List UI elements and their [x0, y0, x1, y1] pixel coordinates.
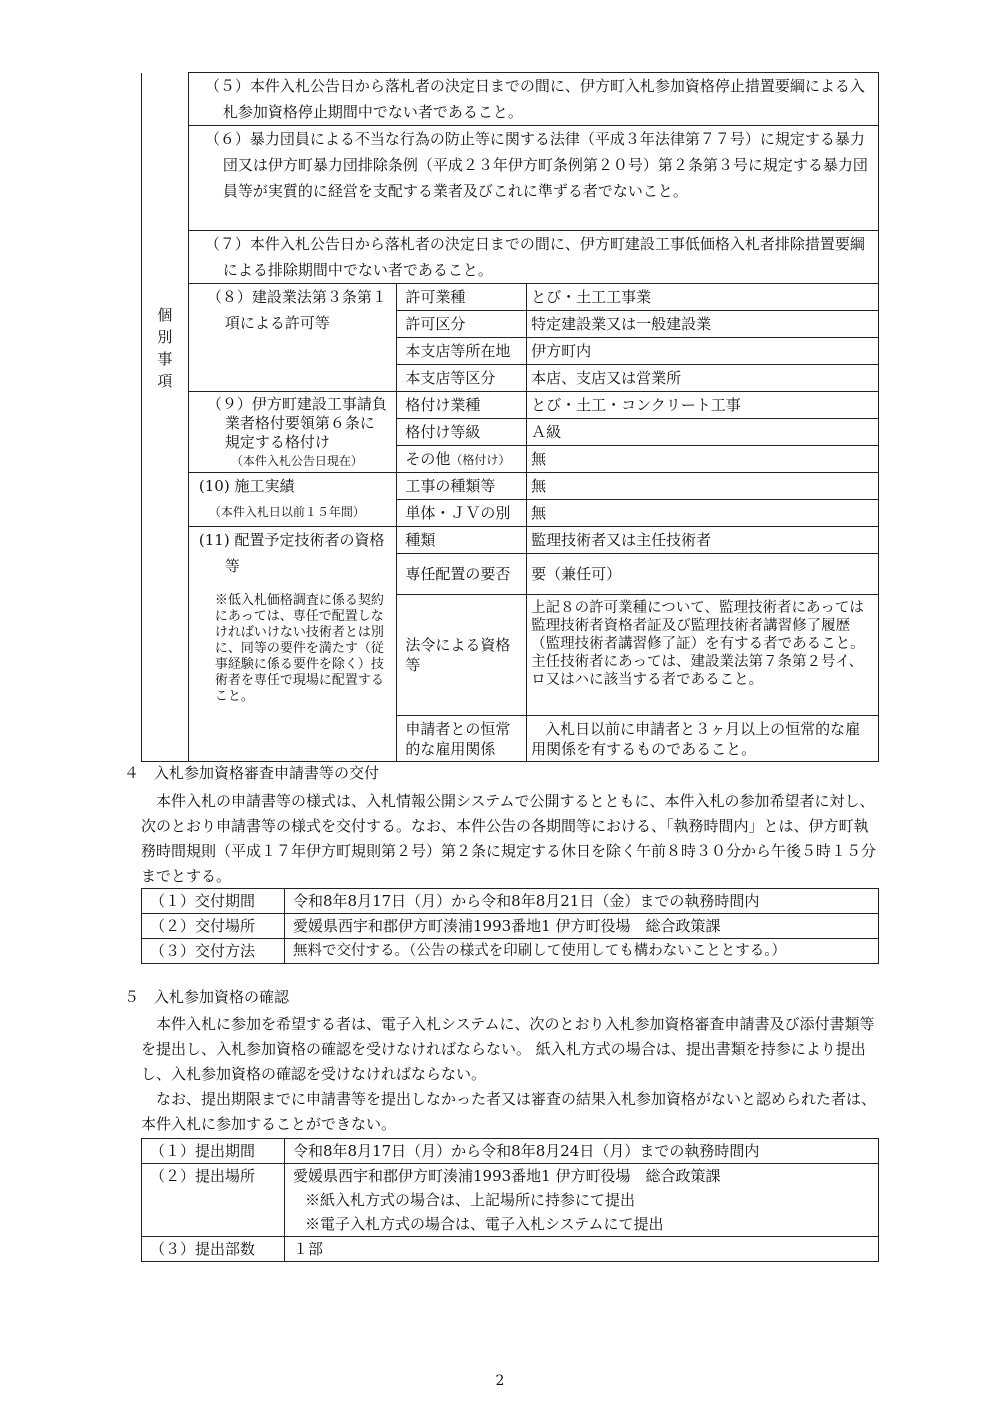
section-5-subnote: ※電子入札方式の場合は、電子入札システムにて提出	[305, 1215, 664, 1233]
item-9-value: とび・土工・コンクリート工事	[527, 392, 879, 419]
item-11-key: 申請者との恒常的な雇用関係	[397, 716, 527, 762]
side-spacer	[142, 73, 189, 284]
item-11-value: 上記８の許可業種について、監理技術者にあっては監理技術者資格者証及び監理技術者講習修了履歴（監理技術者講習修了証）を有する者であること。主任技術者にあっては、建設業法第７条第２号イ、ロ又はハに該当する者であること。	[527, 595, 879, 716]
item-11-value: 要（兼任可）	[527, 554, 879, 595]
item-11-label	[188, 527, 397, 762]
item-9-note: （本件入札公告日現在）	[230, 454, 363, 468]
side-label	[142, 284, 189, 762]
table-row	[142, 939, 879, 964]
item-8-key: 本支店等所在地	[397, 338, 527, 365]
item-11-key: 法令による資格等	[397, 595, 527, 716]
section-4-table	[141, 888, 879, 964]
item-11-value: 監理技術者又は主任技術者	[527, 527, 879, 554]
page-number: 2	[495, 1373, 505, 1389]
item-9-value: Ａ級	[527, 419, 879, 446]
item-9-key: 格付け等級	[397, 419, 527, 446]
item-11-value: 入札日以前に申請者と３ヶ月以上の恒常的な雇用関係を有するものであること。	[527, 716, 879, 762]
table-row	[142, 284, 879, 311]
section-5-value: 愛媛県西宇和郡伊方町湊浦1993番地1 伊方町役場 総合政策課	[293, 1167, 721, 1185]
item-9-label-text: （９）伊方町建設工事請負業者格付要領第６条に規定する格付け	[206, 395, 387, 451]
table-row	[142, 231, 879, 284]
item-10-key: 単体・ＪＶの別	[397, 500, 527, 527]
table-row	[142, 1139, 879, 1164]
item-7-text: （７）本件入札公告日から落札者の決定日までの間に、伊方町建設工事低価格入札者排除措置要綱による排除期間中でない者であること。	[204, 235, 865, 279]
item-10-value: 無	[527, 500, 879, 527]
item-9-key-text: その他	[405, 450, 451, 468]
item-7	[188, 231, 878, 284]
item-9-key-note: （格付け）	[450, 453, 511, 467]
section-5-key: （１）提出期間	[142, 1139, 285, 1164]
item-11-key: 種類	[397, 527, 527, 554]
requirements-table	[141, 72, 879, 762]
section-4-key: （３）交付方法	[142, 939, 285, 964]
section-4-value: 令和8年8月17日（月）から令和8年8月21日（金）までの執務時間内	[285, 889, 879, 914]
table-row	[142, 914, 879, 939]
table-row	[142, 527, 879, 554]
item-8-value: 伊方町内	[527, 338, 879, 365]
section-4-body: 本件入札の申請書等の様式は、入札情報公開システムで公開するとともに、本件入札の参加希望者に対し、次のとおり申請書等の様式を交付する。なお、本件公告の各期間等における、「執務時間内」とは、伊方町執務時間規則（平成１７年伊方町規則第２号）第２条に規定する休日を除く午前８時３０分から午後５時１５分までとする。	[141, 792, 877, 885]
item-10-label-text: (10) 施工実績	[198, 477, 295, 495]
item-6	[188, 126, 878, 231]
item-11-note: ※低入札価格調査に係る契約にあっては、専任で配置しなければいけない技術者とは別に、同等の要件を満たす（従事経験に係る要件を除く）技術者を専任で現場に配置すること。	[214, 593, 384, 704]
table-row	[142, 126, 879, 231]
item-10-note: （本件入札日以前１５年間）	[208, 505, 365, 519]
table-row	[142, 1164, 879, 1237]
section-4-value: 愛媛県西宇和郡伊方町湊浦1993番地1 伊方町役場 総合政策課	[285, 914, 879, 939]
table-row	[142, 473, 879, 500]
item-9-label	[188, 392, 397, 473]
item-10-key: 工事の種類等	[397, 473, 527, 500]
item-8-value: 本店、支店又は営業所	[527, 365, 879, 392]
item-11-key: 専任配置の要否	[397, 554, 527, 595]
item-9-value: 無	[527, 446, 879, 473]
table-row	[142, 889, 879, 914]
section-5-body-2: なお、提出期限までに申請書等を提出しなかった者又は審査の結果入札参加資格がないと認められた者は、本件入札に参加することができない。	[141, 1090, 877, 1133]
item-8-key: 許可区分	[397, 311, 527, 338]
item-5-text: （５）本件入札公告日から落札者の決定日までの間に、伊方町入札参加資格停止措置要綱による入札参加資格停止期間中でない者であること。	[204, 77, 865, 121]
table-row	[142, 73, 879, 126]
item-8-value: 特定建設業又は一般建設業	[527, 311, 879, 338]
side-label-text: 個別事項	[157, 305, 173, 390]
table-row	[142, 392, 879, 419]
section-5-table	[141, 1138, 879, 1262]
section-5-value: １部	[285, 1237, 879, 1262]
item-11-label-text: (11) 配置予定技術者の資格等	[198, 531, 385, 575]
section-5-body-1: 本件入札に参加を希望する者は、電子入札システムに、次のとおり入札参加資格審査申請書及び添付書類等を提出し、入札参加資格の確認を受けなければならない。 紙入札方式の場合は、提出書類を持参により提出し、入札参加資格の確認を受けなければならない。	[141, 1015, 875, 1083]
section-4-key: （２）交付場所	[142, 914, 285, 939]
section-4-value: 無料で交付する。（公告の様式を印刷して使用しても構わないこととする。）	[285, 939, 879, 964]
section-5-key: （２）提出場所	[142, 1164, 285, 1237]
item-6-text: （６）暴力団員による不当な行為の防止等に関する法律（平成３年法律第７７号）に規定する暴力団又は伊方町暴力団排除条例（平成２３年伊方町条例第２０号）第２条第３号に規定する暴力団員等が実質的に経営を支配する業者及びこれに準ずる者でないこと。	[204, 130, 868, 200]
item-8-label	[188, 284, 397, 392]
item-10-value: 無	[527, 473, 879, 500]
item-8-key: 本支店等区分	[397, 365, 527, 392]
section-5-key: （３）提出部数	[142, 1237, 285, 1262]
section-4-key: （１）交付期間	[142, 889, 285, 914]
table-row	[142, 1237, 879, 1262]
item-9-key: 格付け業種	[397, 392, 527, 419]
item-8-label-text: （８）建設業法第３条第１項による許可等	[206, 288, 387, 332]
section-5-heading: ５ 入札参加資格の確認	[124, 988, 290, 1006]
item-8-value: とび・土工工事業	[527, 284, 879, 311]
item-5	[188, 73, 878, 126]
item-8-key: 許可業種	[397, 284, 527, 311]
item-9-key	[397, 446, 527, 473]
section-5-value: 令和8年8月17日（月）から令和8年8月24日（月）までの執務時間内	[285, 1139, 879, 1164]
section-5-value-cell	[285, 1164, 879, 1237]
section-4-heading: ４ 入札参加資格審査申請書等の交付	[124, 764, 380, 782]
item-10-label	[188, 473, 397, 527]
section-5-subnote: ※紙入札方式の場合は、上記場所に持参にて提出	[305, 1191, 636, 1209]
